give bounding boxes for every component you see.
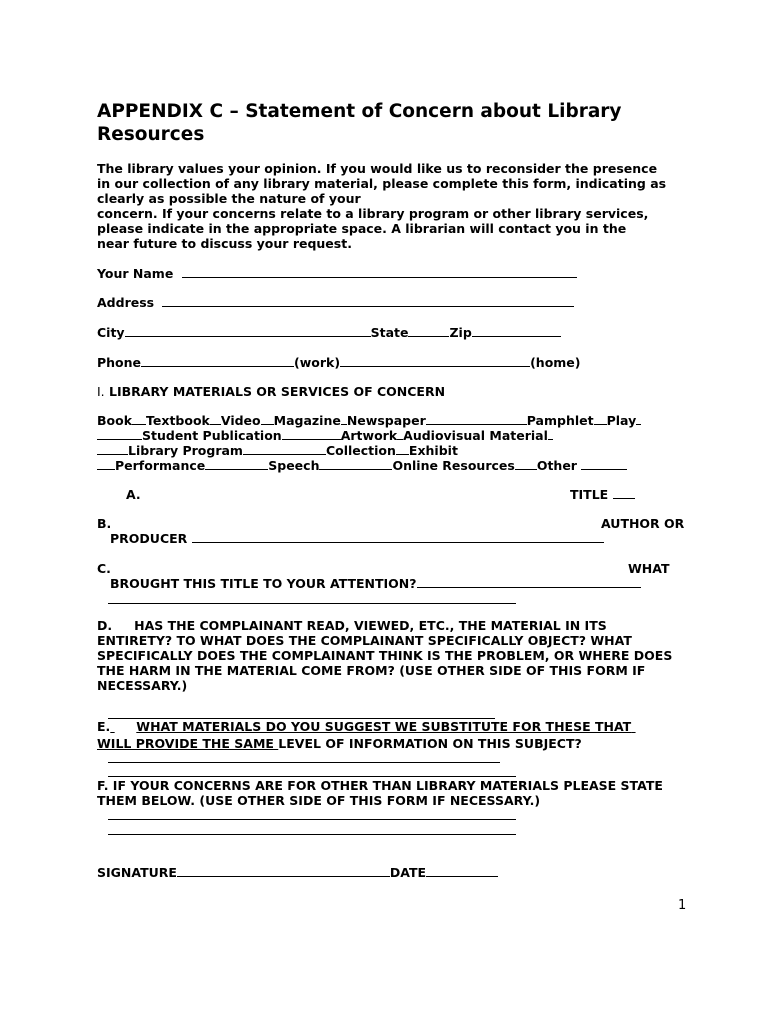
material-book: Book: [97, 413, 133, 428]
intro-line: concern. If your concerns relate to a library program or other library services,: [97, 206, 649, 221]
section-heading-text: LIBRARY MATERIALS OR SERVICES OF CONCERN: [109, 384, 446, 399]
home-phone-field[interactable]: [340, 355, 530, 367]
material-other: Other: [536, 458, 577, 473]
answer-line[interactable]: [108, 819, 516, 820]
item-d-text: NECESSARY.): [97, 678, 188, 693]
item-a-label: A.: [126, 487, 141, 502]
intro-line: The library values your opinion. If you would like us to reconsider the presence: [97, 161, 658, 176]
material-checkbox[interactable]: [396, 443, 409, 455]
your-name-row: [97, 266, 577, 281]
item-e-line2: [97, 736, 582, 751]
item-c-label: C.: [97, 561, 111, 576]
title-field[interactable]: [613, 487, 635, 499]
author-label: AUTHOR OR: [601, 516, 685, 531]
intro-line: in our collection of any library material, please complete this form, indicating as: [97, 176, 667, 191]
material-checkbox[interactable]: [319, 458, 392, 470]
your-name-field[interactable]: [182, 266, 577, 278]
city-label: City: [97, 325, 125, 340]
answer-line[interactable]: [108, 762, 500, 763]
city-field[interactable]: [125, 325, 371, 337]
title-label: TITLE: [570, 487, 609, 502]
material-newspaper: Newspaper: [346, 413, 426, 428]
material-audiovisual: Audiovisual Material: [403, 428, 548, 443]
intro-paragraph: [97, 161, 687, 251]
intro-line: clearly as possible the nature of your: [97, 191, 361, 206]
material-performance: Performance: [115, 458, 206, 473]
material-checkbox[interactable]: [205, 458, 268, 470]
material-student-publication: Student Publication: [142, 428, 282, 443]
material-speech: Speech: [268, 458, 320, 473]
work-label: (work): [294, 355, 341, 370]
item-d-label: D.: [97, 618, 113, 633]
material-checkbox[interactable]: [97, 443, 128, 455]
item-f-text: F. IF YOUR CONCERNS ARE FOR OTHER THAN LIBRARY MATERIALS PLEASE STATE: [97, 778, 663, 793]
item-d-text: ENTIRETY? TO WHAT DOES THE COMPLAINANT SPECIFICALLY OBJECT? WHAT: [97, 633, 632, 648]
item-f-text: THEM BELOW. (USE OTHER SIDE OF THIS FORM IF NECESSARY.): [97, 793, 541, 808]
item-d-text: SPECIFICALLY DOES THE COMPLAINANT THINK IS THE PROBLEM, OR WHERE DOES: [97, 648, 673, 663]
material-checkbox[interactable]: [97, 428, 142, 440]
date-label: DATE: [389, 865, 427, 880]
material-online-resources: Online Resources: [392, 458, 515, 473]
home-label: (home): [530, 355, 581, 370]
address-field[interactable]: [162, 295, 574, 307]
producer-field[interactable]: [192, 531, 604, 543]
phone-label: Phone: [97, 355, 142, 370]
item-e-line1: [97, 719, 636, 734]
intro-line: near future to discuss your request.: [97, 236, 352, 251]
item-e-text: WILL PROVIDE THE SAME: [97, 736, 279, 751]
material-checkbox[interactable]: [515, 458, 537, 470]
material-checkbox[interactable]: [426, 413, 527, 425]
material-exhibit: Exhibit: [408, 443, 458, 458]
section-numeral: I.: [97, 384, 105, 399]
material-textbook: Textbook: [146, 413, 210, 428]
material-checkbox[interactable]: [261, 413, 274, 425]
state-label: State: [370, 325, 409, 340]
answer-line[interactable]: [108, 776, 516, 777]
work-phone-field[interactable]: [141, 355, 294, 367]
brought-field[interactable]: [417, 576, 641, 588]
materials-row-3: [97, 443, 458, 458]
materials-row-1: [97, 413, 641, 428]
material-checkbox[interactable]: [210, 413, 221, 425]
material-checkbox[interactable]: [594, 413, 607, 425]
material-library-program: Library Program: [128, 443, 243, 458]
zip-field[interactable]: [472, 325, 561, 337]
signature-label: SIGNATURE: [97, 865, 177, 880]
section-heading: [97, 384, 445, 399]
item-d-text: THE HARM IN THE MATERIAL COME FROM? (USE OTHER SIDE OF THIS FORM IF: [97, 663, 646, 678]
page-number: 1: [678, 898, 687, 913]
address-label: Address: [97, 295, 155, 310]
item-d-text: HAS THE COMPLAINANT READ, VIEWED, ETC., THE MATERIAL IN ITS: [134, 618, 607, 633]
signature-field[interactable]: [177, 865, 390, 877]
zip-label: Zip: [449, 325, 472, 340]
materials-row-4: [97, 458, 627, 473]
material-checkbox[interactable]: [97, 458, 115, 470]
state-field[interactable]: [408, 325, 449, 337]
material-checkbox[interactable]: [548, 428, 553, 440]
intro-line: please indicate in the appropriate space. A librarian will contact you in the: [97, 221, 627, 236]
material-magazine: Magazine: [273, 413, 341, 428]
title-row: [570, 487, 635, 502]
address-row: [97, 295, 574, 310]
material-video: Video: [220, 413, 261, 428]
answer-line[interactable]: [108, 603, 516, 604]
page-title: APPENDIX C – Statement of Concern about Library Resources: [97, 101, 622, 145]
item-e-text: LEVEL OF INFORMATION ON THIS SUBJECT?: [278, 736, 582, 751]
your-name-label: Your Name: [97, 266, 174, 281]
date-field[interactable]: [426, 865, 498, 877]
what-label: WHAT: [628, 561, 670, 576]
phone-row: [97, 355, 581, 370]
material-play: Play: [606, 413, 637, 428]
brought-label: BROUGHT THIS TITLE TO YOUR ATTENTION?: [110, 576, 417, 591]
producer-row: [110, 531, 604, 546]
other-field[interactable]: [581, 458, 627, 470]
material-checkbox[interactable]: [243, 443, 326, 455]
signature-row: [97, 865, 498, 880]
item-d-line1: [97, 618, 607, 633]
material-pamphlet: Pamphlet: [526, 413, 594, 428]
item-e-label: E.: [97, 719, 111, 734]
material-checkbox[interactable]: [282, 428, 341, 440]
materials-row-2: [97, 428, 553, 443]
brought-row: [110, 576, 641, 591]
item-b-label: B.: [97, 516, 112, 531]
material-collection: Collection: [325, 443, 396, 458]
material-checkbox[interactable]: [636, 413, 641, 425]
material-checkbox[interactable]: [132, 413, 146, 425]
answer-line[interactable]: [108, 834, 516, 835]
producer-label: PRODUCER: [110, 531, 188, 546]
city-state-zip-row: [97, 325, 561, 340]
material-artwork: Artwork: [340, 428, 398, 443]
item-e-text: WHAT MATERIALS DO YOU SUGGEST WE SUBSTITUTE FOR THESE THAT: [136, 719, 632, 734]
